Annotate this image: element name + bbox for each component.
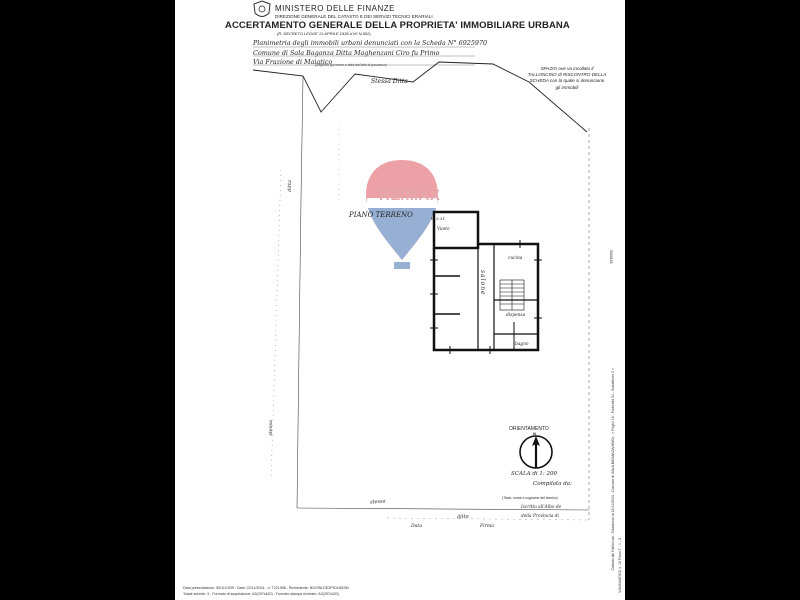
room-dispensa-label: dispensa bbox=[506, 313, 526, 318]
side-code: 0000185 bbox=[609, 250, 613, 264]
registered-label: Iscritto all'Albo de bbox=[521, 505, 562, 510]
via-line: Via Frazione di Maiatico bbox=[253, 58, 333, 66]
ditta-bottom-label: ditta bbox=[456, 513, 470, 521]
room-bagno-label: bagno bbox=[515, 342, 529, 347]
property-boundary-drawing bbox=[175, 0, 625, 600]
room-vuoto-label: Vuoto bbox=[437, 227, 450, 232]
room-salone-label: salone bbox=[479, 270, 486, 296]
scale-label: SCALA di 1: 200 bbox=[511, 471, 557, 477]
bottom-format-line: Totale schede: 3 - Formato di acquisizione: A3(297x420) - Formato stampa richiesto: A3(297x420) bbox=[183, 592, 339, 596]
height-label: h. 3.31 bbox=[431, 216, 446, 221]
comune-ditta-line: Comune di Sala Baganza Ditta Maghenzani Ciro fu Primo bbox=[253, 49, 440, 57]
possession-note: (Segnare qui nome e data dell'atto di possesso) bbox=[315, 63, 387, 67]
technician-note: (Titolo, nome e cognome del tecnico) bbox=[502, 496, 558, 500]
stessa-left-label: stessa bbox=[268, 420, 274, 436]
decree-text: (R. DECRETO LEGGE 13 APRILE 1939-XVII N.652) bbox=[277, 31, 371, 36]
ministry-name: MINISTERO DELLE FINANZE bbox=[275, 4, 395, 13]
province-label: della Provincia di bbox=[521, 514, 559, 519]
date-label: Data bbox=[411, 524, 423, 529]
floor-plan-title: PIANO TERRENO bbox=[349, 211, 413, 219]
north-arrow-icon bbox=[517, 432, 555, 470]
stessa-ditta-top: Stessa Ditta bbox=[371, 78, 408, 85]
side-address-text: VIA MAIATICO n. 13 Piano T - 1 - 2 bbox=[618, 538, 622, 593]
document-sheet bbox=[175, 0, 625, 600]
room-cucina-label: cucina bbox=[508, 256, 523, 261]
signature-label: Firma bbox=[480, 524, 494, 529]
stessa-bottom-label: stessa bbox=[369, 498, 386, 506]
side-cadastre-text: Catasto dei Fabbricati - Situazione al 22/11/2024 - Comune di SALA BAGANZA(H682) - < Foglio 16 - Particella 31 - Subalterno 3 > bbox=[611, 368, 615, 571]
compiled-by-label: Compilata da: bbox=[533, 481, 572, 487]
document-title: ACCERTAMENTO GENERALE DELLA PROPRIETA' IMMOBILIARE URBANA bbox=[225, 20, 570, 31]
north-letter: N bbox=[533, 431, 536, 436]
ditta-left-label: ditta bbox=[287, 180, 293, 192]
direction-name: DIREZIONE GENERALE DEL CATASTO E DEI SERVIZI TECNICI ERARIALI bbox=[275, 14, 433, 19]
remax-watermark: RE/MAX bbox=[379, 187, 441, 204]
scheda-line: Planimetria degli immobili urbani denunciati con la Scheda N° 6925970 bbox=[253, 39, 488, 47]
bottom-presentation-line: Data presentazione: 05/11/1939 - Data: 22/11/2024 - n. T221998 - Richiedente: BGOWLDE3PS1H823M bbox=[183, 586, 349, 590]
spazio-note: SPAZIO ove va incollato il TALLONCINO di RISCONTRO DELLA SCHEDA con la quale si denunciano gli immobili bbox=[527, 66, 607, 90]
orientation-label: ORIENTAMENTO bbox=[509, 426, 549, 432]
